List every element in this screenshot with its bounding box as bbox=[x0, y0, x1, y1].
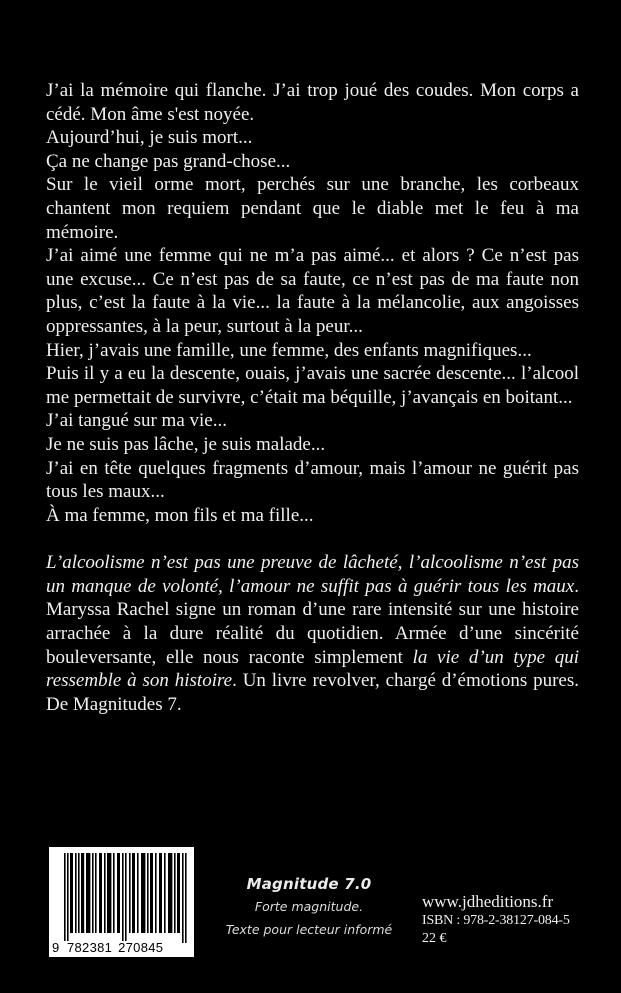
isbn-number: ISBN : 978-2-38127-084-5 bbox=[422, 913, 570, 928]
excerpt-line: J’ai aimé une femme qui ne m’a pas aimé... et alors ? Ce n’est pas une excuse... Ce n’est pas de sa faute, ce n’est pas de ma faute non plus, c’est la faute à la vie... la faute à la mélancolie, aux angoisses oppressantes, à la peur, surtout à la peur... bbox=[46, 245, 579, 337]
excerpt-line: J’ai en tête quelques fragments d’amour, mais l’amour ne guérit pas tous les maux... bbox=[46, 457, 579, 503]
excerpt-line: Je ne suis pas lâche, je suis malade... bbox=[46, 433, 326, 455]
excerpt-line: Ça ne change pas grand-chose... bbox=[46, 150, 291, 172]
excerpt-line: J’ai tangué sur ma vie... bbox=[46, 410, 227, 432]
excerpt-line: Puis il y a eu la descente, ouais, j’avais une sacrée descente... l’alcool me permettait de survivre, c’était ma béquille, j’avançais en boitant... bbox=[46, 363, 579, 408]
barcode-group-1: 782381 bbox=[67, 940, 113, 955]
excerpt-line: Hier, j’avais une famille, une femme, des enfants magnifiques... bbox=[46, 339, 532, 361]
blurb-paragraph bbox=[46, 551, 579, 716]
collection-title: Magnitude 7.0 bbox=[246, 875, 372, 893]
publisher-info bbox=[422, 891, 570, 948]
paragraph-gap bbox=[46, 527, 579, 551]
blurb-italic-phrase: la vie d’un type qui ressemble à son histoire bbox=[46, 646, 579, 692]
barcode-lead-digit: 9 bbox=[52, 941, 66, 955]
blurb-quote: L’alcoolisme n’est pas une preuve de lâcheté, l’alcoolisme n’est pas un manque de volonté, l’amour ne suffit pas à guérir tous les maux bbox=[46, 552, 579, 597]
barcode-bars bbox=[64, 853, 187, 943]
excerpt-line: J’ai la mémoire qui flanche. J’ai trop joué des coudes. Mon corps a cédé. Mon âme s'est noyée. bbox=[46, 80, 579, 125]
collection-subtitle: Forte magnitude. bbox=[254, 899, 364, 914]
price: 22 € bbox=[422, 931, 447, 946]
excerpt-line: Aujourd’hui, je suis mort... bbox=[46, 127, 253, 149]
back-cover-text bbox=[46, 79, 579, 716]
blurb-text: . Maryssa Rachel signe un roman d’une rare intensité sur une histoire arrachée à la dure réalité du quotidien. Armée d’une sincérité bouleversante, elle nous raconte simplement bbox=[46, 575, 579, 668]
excerpt-line: Sur le vieil orme mort, perchés sur une branche, les corbeaux chantent mon requiem pendant que le diable met le feu à ma mémoire. bbox=[46, 174, 579, 243]
barcode-group-2: 270845 bbox=[118, 940, 164, 955]
publisher-website: www.jdheditions.fr bbox=[422, 892, 554, 911]
barcode-digits bbox=[52, 941, 192, 955]
collection-logo bbox=[203, 873, 415, 941]
isbn-barcode bbox=[49, 847, 194, 957]
collection-tagline: Texte pour lecteur informé bbox=[225, 922, 393, 937]
blurb-text-end: . Un livre revolver, chargé d’émotions pures. De Magnitudes 7. bbox=[46, 670, 579, 715]
excerpt-line: À ma femme, mon fils et ma fille... bbox=[46, 504, 314, 526]
